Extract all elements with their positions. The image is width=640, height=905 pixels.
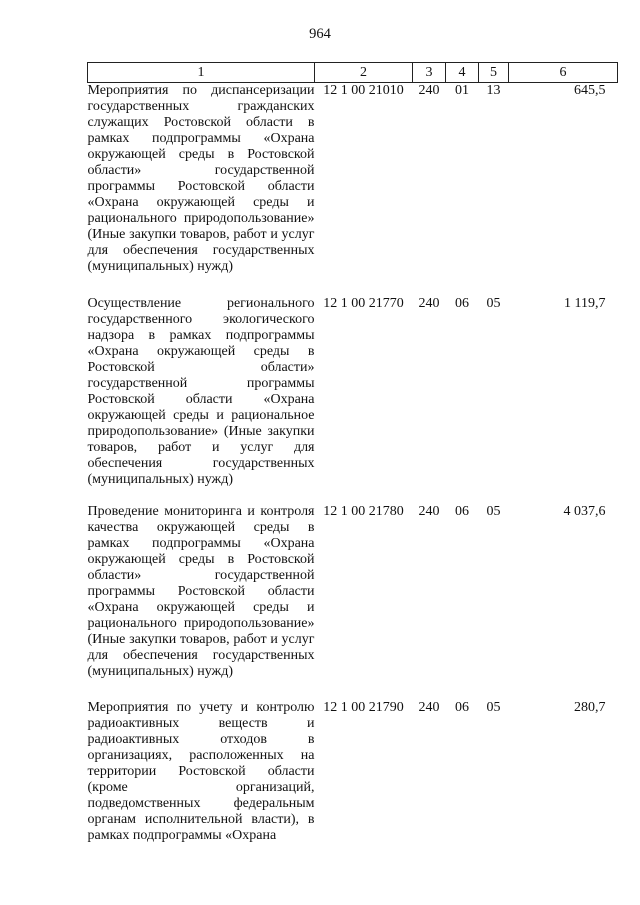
row-expense-type: 240 (418, 699, 440, 715)
row-expense-type: 240 (418, 83, 440, 98)
table-row (88, 83, 618, 296)
column-header-1: 1 (88, 63, 315, 83)
row-description: Проведение мониторинга и контроля качества окружающей среды в рамках подпрограммы «Охрана окружающей среды в Ростовской области» государственной программы Ростовской области «Охрана окружающей среды и рационального природопользование» (Иные закупки товаров, работ и услуг для обеспечения государственных (муниципальных) нужд) (87, 503, 315, 679)
row-subsection: 05 (486, 699, 501, 715)
row-section: 06 (455, 295, 469, 311)
table-header (88, 63, 618, 83)
page-number: 964 (309, 26, 331, 42)
budget-table (87, 62, 618, 860)
table-row (88, 296, 618, 504)
column-header-5: 5 (479, 63, 509, 83)
column-header-4: 4 (446, 63, 479, 83)
table-body (88, 83, 618, 860)
row-subsection: 05 (486, 295, 501, 311)
column-header-6: 6 (509, 63, 618, 83)
row-description: Осуществление регионального государственного экологического надзора в рамках подпрограммы «Охрана окружающей среды в Ростовской области» государственной программы Ростовской области «Охрана окружающей среды и рациональное природопользование» (Иные закупки товаров, работ и услуг для обеспечения государственных (муниципальных) нужд) (87, 295, 315, 487)
row-target-code: 12 1 00 21790 (323, 699, 404, 715)
row-expense-type: 240 (418, 503, 440, 519)
column-header-2: 2 (315, 63, 413, 83)
row-subsection: 13 (486, 83, 501, 98)
row-target-code: 12 1 00 21770 (323, 295, 404, 311)
row-section: 06 (455, 699, 469, 715)
table-row (88, 700, 618, 860)
table-row (88, 504, 618, 700)
row-section: 06 (455, 503, 469, 519)
row-expense-type: 240 (418, 295, 440, 311)
row-amount: 280,7 (574, 699, 606, 715)
row-section: 01 (455, 83, 469, 98)
row-amount: 1 119,7 (564, 295, 606, 311)
row-amount: 645,5 (574, 83, 606, 98)
row-description: Мероприятия по диспансеризации государственных гражданских служащих Ростовской области в рамках подпрограммы «Охрана окружающей среды в Ростовской области» государственной программы Ростовской области «Охрана окружающей среды и рационального природопользование» (Иные закупки товаров, работ и услуг для обеспечения государственных (муниципальных) нужд) (87, 83, 315, 274)
row-target-code: 12 1 00 21780 (323, 503, 404, 519)
row-subsection: 05 (486, 503, 501, 519)
row-description: Мероприятия по учету и контролю радиоактивных веществ и радиоактивных отходов в организациях, расположенных на территории Ростовской области (кроме организаций, подведомственных федеральным органам исполнительной власти), в рамках подпрограммы «Охрана (87, 699, 315, 843)
row-target-code: 12 1 00 21010 (323, 83, 404, 98)
header-row (88, 63, 618, 83)
row-amount: 4 037,6 (563, 503, 606, 519)
column-header-3: 3 (413, 63, 446, 83)
